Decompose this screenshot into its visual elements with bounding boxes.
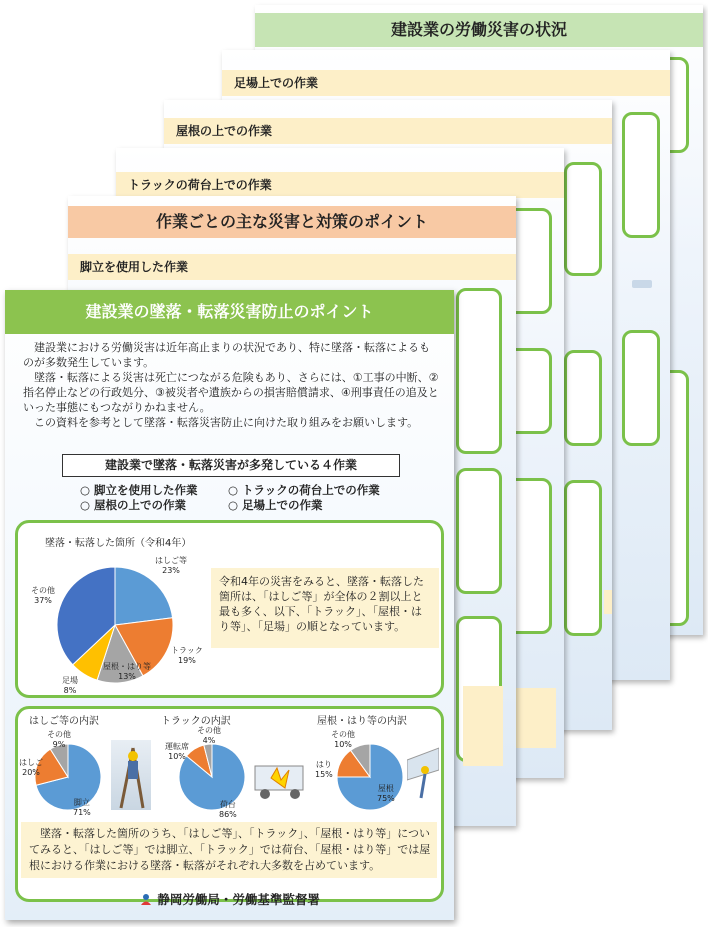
- closing-text: [21, 822, 437, 878]
- truck-band: トラックの荷台上での作業: [116, 172, 564, 198]
- roof-panel-3: [564, 480, 602, 636]
- footer-org: 静岡労働局・労働基準監督署: [157, 892, 320, 907]
- intro-paragraph: 墜落・転落による災害は死亡につながる危険もあり、さらには、①工事の中断、②指名停止などの行政処分、③被災者や遺族からの損害賠償請求、④刑事責任の追及といった事態にもつながりかねません。: [23, 371, 439, 414]
- pie-label-other: その他 37%: [31, 586, 55, 605]
- breakdown-title-truck: トラックの内訳: [161, 716, 231, 727]
- closing-paragraph: 墜落・転落した箇所のうち、「はしご等」、「トラック」、「屋根・はり等」についてみると、「はしご等」では脚立、「トラック」では荷台、「屋根・はり等」では屋根における作業における墜落・転落がそれぞれ大多数を占めています。: [29, 827, 431, 872]
- task-item: ○ 脚立を使用した作業: [80, 483, 198, 497]
- main-chart-note: 令和4年の災害をみると、墜落・転落した箇所は、「はしご等」が全体の２割以上と最も多く、以下、「トラック」、「屋根・はり等」、「足場」の順となっています。: [211, 568, 439, 648]
- task-item: ○ 足場上での作業: [228, 498, 323, 512]
- truck-label-bed: 荷台 86%: [219, 800, 237, 819]
- points-panel: [456, 288, 502, 454]
- task-item: ○ トラックの荷台上での作業: [228, 483, 380, 497]
- ladder-breakdown-pie: [33, 742, 103, 812]
- scaffold-band: 足場上での作業: [222, 70, 670, 96]
- ministry-logo-icon: [139, 892, 153, 906]
- four-tasks-heading: 建設業で墜落・転落災害が多発している４作業: [62, 454, 400, 477]
- front-title: 建設業の墜落・転落災害防止のポイント: [5, 290, 454, 334]
- main-chart-title: 墜落・転落した箇所（令和4年）: [45, 538, 192, 549]
- footer: [5, 890, 454, 908]
- task-item: ○ 屋根の上での作業: [80, 498, 187, 512]
- intro-text: [23, 340, 439, 430]
- pie-label-scaffold: 足場 8%: [62, 676, 78, 695]
- front-page: [5, 290, 454, 920]
- roof-band: 屋根の上での作業: [164, 118, 612, 144]
- roof-label-other: その他 10%: [331, 730, 355, 749]
- breakdown-title-roof: 屋根・はり等の内訳: [317, 716, 407, 727]
- breakdown-title-ladder: はしご等の内訳: [29, 716, 99, 727]
- ladder-label-hashigo: はしご 20%: [19, 758, 43, 777]
- truck-illustration: [251, 748, 307, 804]
- roof-panel-2: [564, 350, 602, 446]
- points-title-band: 作業ごとの主な災害と対策のポイント: [68, 206, 516, 238]
- intro-paragraph: この資料を参考として墜落・転落災害防止に向けた取り組みをお願いします。: [34, 416, 419, 429]
- truck-label-other: その他 4%: [197, 726, 221, 745]
- scaffold-panel-2: [622, 330, 660, 446]
- status-title-band: 建設業の労働災害の状況: [255, 13, 703, 47]
- pie-label-roof: 屋根・はり等 13%: [103, 662, 151, 681]
- ladder-label-kyatatsu: 脚立 71%: [73, 798, 91, 817]
- pie-label-hashigo: はしご等 23%: [155, 556, 187, 575]
- roof-panel: [564, 162, 602, 276]
- scaffold-panel: [622, 112, 660, 238]
- roof-worker-illustration: [407, 740, 439, 810]
- points-panel-2: [456, 468, 502, 594]
- ladder-band: 脚立を使用した作業: [68, 254, 516, 280]
- roof-label-roof: 屋根 75%: [377, 784, 395, 803]
- intro-paragraph: 建設業における労働災害は近年高止まりの状況であり、特に墜落・転落によるものが多数発生しています。: [23, 341, 430, 369]
- ladder-label-other: その他 9%: [47, 730, 71, 749]
- roof-label-beam: はり 15%: [315, 760, 333, 779]
- pie-label-truck: トラック 19%: [171, 646, 203, 665]
- truck-label-cab: 運転席 10%: [165, 742, 189, 761]
- ladder-worker-illustration: [111, 740, 151, 810]
